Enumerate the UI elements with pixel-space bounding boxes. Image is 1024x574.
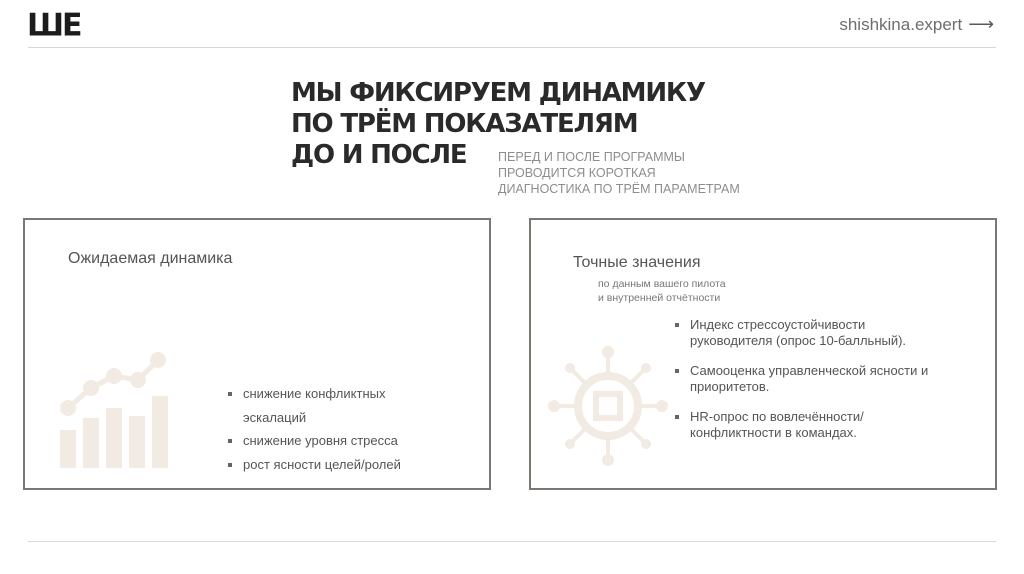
site-link-label[interactable]: shishkina.expert xyxy=(839,15,963,34)
subtitle-line-1: ПЕРЕД И ПОСЛЕ ПРОГРАММЫ xyxy=(498,150,685,164)
expected-dynamics-card xyxy=(23,218,491,490)
headline-subtitle xyxy=(498,149,740,197)
list-item: рост ясности целей/ролей xyxy=(228,453,401,477)
list-item: эскалаций xyxy=(243,409,307,425)
exact-values-card xyxy=(529,218,997,490)
list-item: HR-опрос по вовлечённости/конфликтности в командах. xyxy=(675,409,935,441)
subtitle-line-3: ДИАГНОСТИКА ПО ТРЁМ ПАРАМЕТРАМ xyxy=(498,182,740,196)
card-title: Ожидаемая динамика xyxy=(68,250,233,267)
top-divider xyxy=(28,47,996,48)
card-title: Точные значения xyxy=(573,254,701,271)
bottom-divider xyxy=(28,541,996,542)
list-item: снижение конфликтных xyxy=(228,382,401,406)
card-subtitle-line-1: по данным вашего пилота xyxy=(598,278,726,290)
arrow-right-icon[interactable]: ⟶ xyxy=(968,14,994,34)
card-subtitle-line-2: и внутренней отчётности xyxy=(598,292,721,304)
expected-dynamics-list xyxy=(228,382,401,476)
card-subtitle xyxy=(598,277,726,305)
target-icon xyxy=(546,344,670,468)
list-item: Индекс стрессоустойчивости руководителя (опрос 10-балльный). xyxy=(675,317,935,349)
subtitle-line-2: ПРОВОДИТСЯ КОРОТКАЯ xyxy=(498,166,656,180)
headline-line-1: МЫ ФИКСИРУЕМ ДИНАМИКУ xyxy=(291,78,705,108)
site-link[interactable] xyxy=(839,14,994,35)
headline-line-2: ПО ТРЁМ ПОКАЗАТЕЛЯМ xyxy=(291,109,638,139)
growth-chart-icon xyxy=(58,352,178,472)
headline-line-3: ДО И ПОСЛЕ xyxy=(291,140,467,170)
list-item: Самооценка управленческой ясности и приоритетов. xyxy=(675,363,935,395)
exact-values-list xyxy=(675,317,935,455)
list-item: снижение уровня стресса xyxy=(228,429,401,453)
logo: ШЕ xyxy=(27,7,81,44)
